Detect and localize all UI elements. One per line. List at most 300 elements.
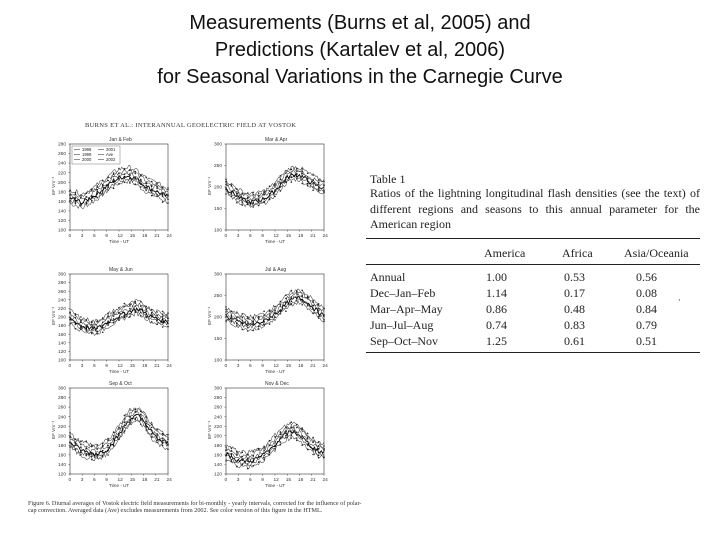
- table-cell: 0.84: [636, 302, 657, 316]
- series-marker: [151, 309, 153, 311]
- series-marker: [124, 173, 126, 175]
- series-marker: [301, 183, 303, 185]
- y-tick-label: 300: [214, 272, 223, 278]
- x-tick-label: 12: [117, 364, 123, 369]
- series-marker: [252, 206, 254, 208]
- series-marker: [280, 175, 282, 177]
- x-tick-label: 0: [68, 234, 72, 239]
- series-marker: [118, 438, 120, 440]
- series-marker: [301, 171, 303, 173]
- series-marker: [69, 195, 71, 197]
- series-marker: [236, 188, 238, 190]
- series-marker: [113, 445, 115, 447]
- x-tick-label: 24: [166, 234, 172, 239]
- series-marker: [135, 171, 137, 173]
- series-marker: [151, 181, 153, 183]
- series-marker: [151, 427, 153, 429]
- series-marker: [247, 203, 249, 205]
- series-marker: [263, 194, 265, 196]
- series-marker: [242, 204, 244, 206]
- series-marker: [323, 445, 325, 447]
- series-marker: [312, 174, 314, 176]
- series-marker: [96, 330, 98, 332]
- series-marker: [156, 428, 158, 430]
- series-marker: [135, 301, 137, 303]
- series-marker: [107, 445, 109, 447]
- series-marker: [167, 312, 169, 314]
- x-tick-label: 12: [273, 478, 279, 483]
- series-marker: [118, 307, 120, 309]
- series-marker: [69, 323, 71, 325]
- series-marker: [291, 173, 293, 175]
- x-tick-label: 21: [154, 234, 160, 239]
- figure-header: BURNS ET AL.: INTERANNUAL GEOELECTRIC FIELD AT VOSTOK: [85, 122, 297, 129]
- series-marker: [113, 178, 115, 180]
- series-marker: [167, 439, 169, 441]
- series-marker: [242, 313, 244, 315]
- series-marker: [167, 198, 169, 200]
- series-marker: [274, 445, 276, 447]
- series-marker: [242, 464, 244, 466]
- panel-frame: [226, 388, 324, 474]
- table-header-rule: [366, 264, 700, 265]
- series-marker: [301, 427, 303, 429]
- series-marker: [242, 201, 244, 203]
- series-marker: [167, 437, 169, 439]
- x-tick-label: 18: [142, 234, 148, 239]
- series-marker: [69, 442, 71, 444]
- y-axis-label: EF Vm⁻¹: [207, 307, 212, 325]
- series-marker: [274, 433, 276, 435]
- series-marker: [269, 193, 271, 195]
- x-tick-label: 0: [68, 364, 72, 369]
- series-marker: [291, 300, 293, 302]
- series-marker: [312, 183, 314, 185]
- series-marker: [231, 459, 233, 461]
- series-marker: [113, 431, 115, 433]
- series-marker: [231, 461, 233, 463]
- series-marker: [263, 318, 265, 320]
- series-marker: [247, 197, 249, 199]
- y-tick-label: 220: [58, 171, 67, 177]
- series-marker: [263, 459, 265, 461]
- series-marker: [124, 430, 126, 432]
- series-marker: [86, 201, 88, 203]
- series-marker: [156, 195, 158, 197]
- series-marker: [263, 446, 265, 448]
- panel-title: Jan & Feb: [109, 137, 132, 143]
- series-marker: [156, 190, 158, 192]
- series-marker: [291, 169, 293, 171]
- series-marker: [113, 322, 115, 324]
- y-tick-label: 240: [58, 415, 67, 421]
- legend-entry: Ave: [106, 152, 114, 157]
- series-marker: [323, 456, 325, 458]
- x-axis-label: Time - UT: [109, 483, 130, 488]
- series-marker: [86, 196, 88, 198]
- stray-mark: ,: [678, 292, 681, 302]
- series-marker: [307, 178, 309, 180]
- x-tick-label: 15: [129, 478, 136, 483]
- series-marker: [312, 437, 314, 439]
- series-marker: [75, 439, 77, 441]
- series-marker: [135, 417, 137, 419]
- series-marker: [118, 173, 120, 175]
- panel-title: Jul & Aug: [265, 267, 287, 273]
- series-marker: [91, 321, 93, 323]
- series-marker: [124, 168, 126, 170]
- series-marker: [231, 447, 233, 449]
- series-marker: [118, 427, 120, 429]
- series-marker: [323, 308, 325, 310]
- series-marker: [307, 296, 309, 298]
- y-tick-label: 220: [214, 424, 223, 430]
- series-marker: [151, 430, 153, 432]
- series-marker: [135, 411, 137, 413]
- series-marker: [156, 323, 158, 325]
- y-tick-label: 160: [58, 199, 67, 205]
- series-marker: [167, 320, 169, 322]
- series-marker: [140, 305, 142, 307]
- series-marker: [80, 451, 82, 453]
- series-marker: [118, 168, 120, 170]
- series-marker: [301, 304, 303, 306]
- series-marker: [318, 455, 320, 457]
- x-tick-label: 9: [105, 364, 108, 369]
- title-line-1: Measurements (Burns et al, 2005) and: [189, 12, 531, 34]
- series-marker: [96, 457, 98, 459]
- series-marker: [225, 449, 227, 451]
- table-bottom-rule: [366, 352, 700, 353]
- table-cell: 0.48: [564, 302, 585, 316]
- series-marker: [296, 437, 298, 439]
- series-marker: [225, 178, 227, 180]
- series-marker: [274, 183, 276, 185]
- series-marker: [318, 317, 320, 319]
- series-marker: [167, 326, 169, 328]
- y-tick-label: 250: [214, 164, 223, 170]
- legend-entry: 1998: [82, 147, 92, 152]
- y-tick-label: 220: [58, 424, 67, 430]
- legend-entry: 2001: [106, 147, 116, 152]
- series-marker: [102, 443, 104, 445]
- series-marker: [236, 317, 238, 319]
- series-marker: [124, 181, 126, 183]
- x-tick-label: 3: [80, 234, 84, 239]
- series-marker: [96, 192, 98, 194]
- series-marker: [280, 441, 282, 443]
- series-marker: [80, 326, 82, 328]
- series-marker: [236, 322, 238, 324]
- legend-entry: 2000: [82, 157, 92, 162]
- series-line: [70, 178, 168, 206]
- series-marker: [242, 320, 244, 322]
- series-marker: [145, 311, 147, 313]
- series-marker: [118, 178, 120, 180]
- series-marker: [124, 315, 126, 317]
- x-tick-label: 9: [261, 234, 264, 239]
- series-marker: [263, 449, 265, 451]
- y-tick-label: 280: [58, 142, 67, 148]
- series-marker: [231, 319, 233, 321]
- x-tick-label: 6: [249, 478, 252, 483]
- series-marker: [96, 455, 98, 457]
- series-marker: [162, 187, 164, 189]
- y-axis-label: EF Vm⁻¹: [51, 307, 56, 325]
- series-marker: [124, 177, 126, 179]
- series-marker: [69, 201, 71, 203]
- series-marker: [307, 176, 309, 178]
- series-marker: [118, 312, 120, 314]
- series-marker: [307, 183, 309, 185]
- panel-title: Mar & Apr: [265, 137, 288, 143]
- series-marker: [80, 197, 82, 199]
- series-marker: [225, 193, 227, 195]
- series-marker: [91, 453, 93, 455]
- series-marker: [318, 190, 320, 192]
- series-marker: [291, 303, 293, 305]
- x-tick-label: 3: [236, 234, 240, 239]
- series-marker: [274, 319, 276, 321]
- series-marker: [296, 424, 298, 426]
- series-marker: [231, 311, 233, 313]
- series-marker: [96, 444, 98, 446]
- series-marker: [107, 313, 109, 315]
- series-marker: [145, 306, 147, 308]
- series-marker: [145, 185, 147, 187]
- y-tick-label: 260: [58, 405, 67, 411]
- x-tick-label: 6: [93, 234, 96, 239]
- series-marker: [102, 317, 104, 319]
- series-marker: [258, 316, 260, 318]
- series-marker: [225, 455, 227, 457]
- series-marker: [96, 333, 98, 335]
- series-marker: [263, 447, 265, 449]
- series-marker: [75, 192, 77, 194]
- y-tick-label: 200: [58, 315, 67, 321]
- series-marker: [75, 442, 77, 444]
- series-marker: [269, 199, 271, 201]
- series-marker: [285, 298, 287, 300]
- series-marker: [75, 201, 77, 203]
- series-marker: [263, 455, 265, 457]
- series-marker: [318, 441, 320, 443]
- series-marker: [162, 193, 164, 195]
- series-marker: [140, 419, 142, 421]
- figure-panel: [200, 380, 336, 498]
- x-tick-label: 3: [236, 364, 240, 369]
- series-marker: [167, 194, 169, 196]
- series-marker: [86, 448, 88, 450]
- panel-title: Sep & Oct: [109, 381, 132, 387]
- y-tick-label: 260: [214, 405, 223, 411]
- legend-entry: 1999: [82, 152, 92, 157]
- series-marker: [107, 180, 109, 182]
- series-marker: [80, 454, 82, 456]
- x-tick-label: 0: [224, 364, 228, 369]
- series-marker: [135, 305, 137, 307]
- series-marker: [258, 199, 260, 201]
- series-marker: [102, 184, 104, 186]
- x-tick-label: 21: [154, 364, 160, 369]
- series-marker: [113, 318, 115, 320]
- series-marker: [301, 173, 303, 175]
- series-marker: [91, 195, 93, 197]
- series-marker: [162, 311, 164, 313]
- series-marker: [296, 169, 298, 171]
- x-tick-label: 6: [93, 364, 96, 369]
- series-marker: [113, 181, 115, 183]
- series-marker: [252, 192, 254, 194]
- series-marker: [263, 315, 265, 317]
- series-marker: [145, 309, 147, 311]
- title-line-3: for Seasonal Variations in the Carnegie Curve: [157, 66, 563, 88]
- series-marker: [118, 176, 120, 178]
- table-cell: 0.61: [564, 334, 585, 348]
- series-marker: [274, 441, 276, 443]
- table-cell: 0.51: [636, 334, 657, 348]
- series-marker: [162, 322, 164, 324]
- series-marker: [252, 202, 254, 204]
- series-marker: [263, 457, 265, 459]
- x-tick-label: 9: [261, 364, 264, 369]
- series-marker: [296, 168, 298, 170]
- y-tick-label: 180: [58, 190, 67, 196]
- series-marker: [269, 309, 271, 311]
- series-marker: [129, 416, 131, 418]
- series-marker: [296, 291, 298, 293]
- series-marker: [80, 203, 82, 205]
- series-marker: [91, 445, 93, 447]
- series-marker: [263, 198, 265, 200]
- series-marker: [312, 301, 314, 303]
- y-tick-label: 160: [214, 453, 223, 459]
- series-marker: [75, 203, 77, 205]
- series-marker: [135, 409, 137, 411]
- series-marker: [129, 303, 131, 305]
- series-marker: [140, 175, 142, 177]
- series-marker: [236, 320, 238, 322]
- series-marker: [296, 293, 298, 295]
- y-tick-label: 200: [58, 434, 67, 440]
- column-header-america: America: [484, 246, 526, 260]
- series-marker: [236, 191, 238, 193]
- series-marker: [102, 191, 104, 193]
- series-marker: [162, 201, 164, 203]
- series-line: [70, 303, 168, 326]
- panel-title: Nov & Dec: [265, 381, 289, 387]
- series-marker: [263, 324, 265, 326]
- series-marker: [107, 447, 109, 449]
- x-tick-label: 18: [298, 364, 304, 369]
- panel-title: May & Jun: [109, 267, 133, 273]
- series-marker: [225, 446, 227, 448]
- series-marker: [156, 317, 158, 319]
- x-tick-label: 18: [298, 234, 304, 239]
- series-marker: [86, 193, 88, 195]
- series-marker: [107, 184, 109, 186]
- series-marker: [102, 445, 104, 447]
- series-marker: [258, 192, 260, 194]
- table-caption: Ratios of the lightning longitudinal flash densities (see the text) of different regions and seasons to this annual parameter for the American region: [370, 186, 700, 231]
- series-marker: [96, 185, 98, 187]
- series-marker: [151, 184, 153, 186]
- series-marker: [252, 465, 254, 467]
- series-marker: [129, 305, 131, 307]
- x-tick-label: 15: [129, 364, 136, 369]
- series-marker: [301, 435, 303, 437]
- x-tick-label: 18: [142, 364, 148, 369]
- series-marker: [107, 176, 109, 178]
- series-marker: [307, 173, 309, 175]
- series-marker: [258, 205, 260, 207]
- series-marker: [312, 186, 314, 188]
- series-marker: [156, 182, 158, 184]
- series-marker: [247, 318, 249, 320]
- x-tick-label: 21: [310, 364, 316, 369]
- series-marker: [151, 315, 153, 317]
- series-marker: [258, 322, 260, 324]
- series-marker: [301, 294, 303, 296]
- series-marker: [225, 460, 227, 462]
- series-marker: [291, 181, 293, 183]
- series-marker: [318, 303, 320, 305]
- series-marker: [280, 431, 282, 433]
- series-marker: [318, 182, 320, 184]
- series-marker: [318, 445, 320, 447]
- series-marker: [156, 187, 158, 189]
- series-marker: [285, 435, 287, 437]
- y-tick-label: 100: [58, 358, 67, 364]
- series-marker: [236, 451, 238, 453]
- series-marker: [231, 315, 233, 317]
- series-marker: [124, 303, 126, 305]
- series-marker: [140, 308, 142, 310]
- series-marker: [318, 316, 320, 318]
- series-marker: [80, 440, 82, 442]
- series-marker: [312, 180, 314, 182]
- figure-panel: [200, 266, 336, 384]
- series-marker: [247, 330, 249, 332]
- x-tick-label: 24: [166, 364, 172, 369]
- series-marker: [75, 313, 77, 315]
- series-marker: [91, 200, 93, 202]
- series-marker: [167, 449, 169, 451]
- lightning-table: [366, 170, 702, 360]
- table-cell: 0.79: [636, 318, 657, 332]
- series-marker: [318, 179, 320, 181]
- series-marker: [280, 183, 282, 185]
- series-marker: [231, 450, 233, 452]
- legend: [72, 146, 120, 164]
- series-marker: [145, 177, 147, 179]
- series-marker: [80, 316, 82, 318]
- series-marker: [291, 298, 293, 300]
- x-tick-label: 0: [224, 234, 228, 239]
- series-marker: [252, 451, 254, 453]
- series-marker: [124, 312, 126, 314]
- series-marker: [301, 300, 303, 302]
- series-marker: [274, 316, 276, 318]
- series-marker: [258, 328, 260, 330]
- series-marker: [91, 452, 93, 454]
- series-marker: [291, 434, 293, 436]
- y-tick-label: 250: [214, 294, 223, 300]
- series-marker: [242, 329, 244, 331]
- series-marker: [69, 311, 71, 313]
- column-header-africa: Africa: [562, 246, 593, 260]
- table-cell: 0.56: [636, 270, 657, 284]
